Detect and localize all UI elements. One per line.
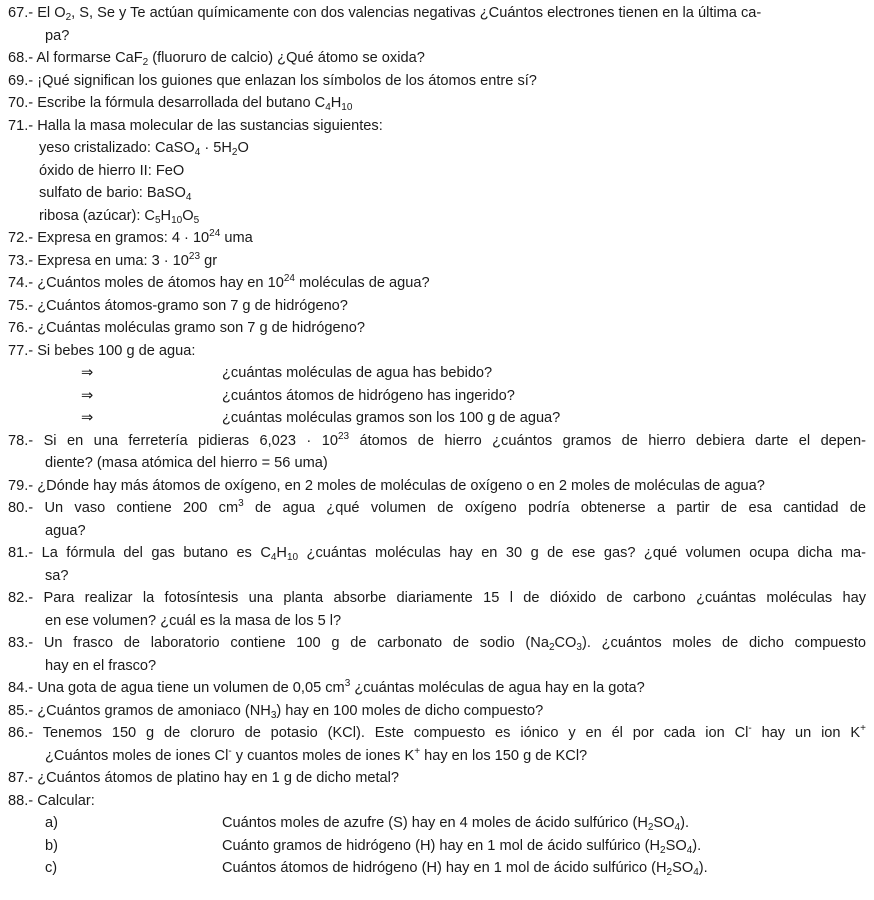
question-81 (8, 542, 866, 587)
subscript: 4 (194, 147, 201, 158)
question-body: Si bebes 100 g de agua: (37, 342, 196, 359)
question-text (8, 430, 866, 453)
question-text (8, 722, 866, 745)
question-continuation (8, 520, 866, 543)
question-number: 86.- (8, 725, 43, 741)
question-87 (8, 767, 866, 790)
question-body: El $O_2$, S, Se y Te actúan químicamente con dos valencias negativas ¿Cuántos electrones tienen en la última ca- (37, 5, 762, 23)
question-body: Un vaso contiene 200 $cm^3$ de agua ¿qué volumen de oxígeno podría obtenerse a partir de esa cantidad de (44, 498, 866, 516)
question-number: 74.- (8, 275, 38, 291)
arrow-item-text: ¿cuántas moléculas gramos son los 100 g de agua? (222, 410, 561, 426)
subscript: 4 (185, 192, 192, 203)
question-number: 69.- (8, 72, 38, 89)
subscript: 2 (660, 844, 666, 856)
question-body: Escribe la fórmula desarrollada del butano $C_4H_{10}$ (37, 95, 353, 113)
question-text (8, 115, 866, 138)
sub-question-text: Cuánto gramos de hidrógeno (H) hay en 1 mol de ácido sulfúrico $(H_2SO_4)$. (222, 837, 702, 856)
question-text (8, 497, 866, 520)
question-text (8, 250, 866, 273)
question-number: 73.- (8, 252, 38, 269)
superscript: 24 (209, 228, 221, 239)
question-body: Expresa en gramos: $4 \cdot 10^{24}$ uma (37, 228, 253, 246)
question-text (8, 340, 866, 363)
question-text (8, 47, 866, 70)
subscript: 10 (286, 552, 299, 563)
question-76 (8, 317, 866, 340)
question-body: Al formarse CaF$_2$ (fluoruro de calcio) ¿Qué átomo se oxida? (36, 50, 425, 68)
subscript: 4 (686, 844, 693, 856)
question-79 (8, 475, 866, 498)
question-continuation (8, 25, 866, 48)
superscript: 24 (283, 273, 295, 284)
question-number: 68.- (8, 50, 37, 66)
question-text (8, 2, 866, 25)
question-body: diente? (masa atómica del hierro = 56 uma) (45, 455, 328, 471)
question-85 (8, 700, 866, 723)
question-text (8, 587, 866, 610)
superscript: 23 (337, 430, 350, 442)
substance-item: yeso cristalizado: CaSO$_4$ · $5H_2O$ (39, 140, 249, 158)
question-body: Halla la masa molecular de las sustancias siguientes: (37, 117, 383, 134)
question-number: 72.- (8, 230, 38, 246)
question-number: 71.- (8, 117, 38, 134)
question-body: agua? (45, 522, 86, 539)
question-body: Si en una ferretería pidieras $6,023 \cdot 10^{23}$ átomos de hierro ¿cuántos gramos de hierro debiera darte el depen- (43, 430, 867, 449)
subscript: 2 (231, 147, 238, 158)
question-continuation (8, 655, 866, 678)
question-number: 76.- (8, 320, 38, 336)
sub-question-label: a) (45, 815, 58, 831)
question-number: 87.- (8, 770, 38, 786)
question-80 (8, 497, 866, 542)
subscript: 2 (65, 12, 72, 23)
question-number: 82.- (8, 590, 44, 606)
question-number: 81.- (8, 545, 42, 561)
question-text (8, 790, 866, 813)
question-body: Tenemos 150 g de cloruro de potasio (KCl). Este compuesto es iónico y en él por cada ion Cl- hay un ion K+ (42, 723, 866, 741)
question-continuation (8, 452, 866, 475)
question-body: ¿Cuántos moles de átomos hay en $10^{24}$ moléculas de agua? (37, 273, 430, 291)
question-body: ¿Cuántas moléculas gramo son 7 g de hidrógeno? (37, 320, 365, 336)
arrow-item-text: ¿cuántos átomos de hidrógeno has ingerido? (222, 387, 515, 404)
question-text (8, 70, 866, 93)
question-number: 79.- (8, 477, 38, 494)
subscript: 10 (171, 214, 183, 226)
arrow-right-icon: ⇒ (81, 387, 94, 404)
question-74 (8, 272, 866, 295)
subscript: 5 (154, 214, 161, 226)
question-72 (8, 227, 866, 250)
subscript: 4 (270, 552, 277, 563)
question-text (8, 317, 866, 340)
subscript: 10 (341, 102, 353, 113)
question-body: ¿Cuántos moles de iones Cl- y cuantos moles de iones K+ hay en los 150 g de KCl? (45, 745, 588, 764)
superscript: 23 (188, 250, 201, 262)
question-body: Una gota de agua tiene un volumen de 0,05 $cm^3$ ¿cuántas moléculas de agua hay en la gota? (37, 678, 645, 696)
subscript: 2 (666, 867, 673, 878)
superscript: 3 (238, 498, 244, 509)
question-84 (8, 677, 866, 700)
question-69 (8, 70, 866, 93)
arrow-right-icon: ⇒ (81, 365, 94, 381)
sub-question-text: Cuántos moles de azufre (S) hay en 4 moles de ácido sulfúrico $(H_2SO_4)$. (222, 815, 689, 833)
question-body: Calcular: (37, 792, 95, 809)
question-body: ¡Qué significan los guiones que enlazan los símbolos de los átomos entre sí? (37, 72, 537, 89)
question-75 (8, 295, 866, 318)
question-body: ¿Cuántos gramos de amoniaco $(NH_3)$ hay en 100 moles de dicho compuesto? (37, 702, 544, 721)
subscript: 4 (693, 867, 699, 878)
question-text (8, 295, 866, 318)
question-number: 80.- (8, 500, 45, 516)
arrow-right-icon: ⇒ (81, 410, 94, 426)
question-text (8, 92, 866, 115)
question-text (8, 700, 866, 723)
sub-question-label: b) (45, 837, 58, 854)
arrow-item (8, 407, 866, 430)
question-text (8, 767, 866, 790)
subscript: 2 (548, 642, 555, 653)
subscript: 2 (142, 57, 149, 68)
question-number: 85.- (8, 702, 38, 719)
question-body: Un frasco de laboratorio contiene 100 g de carbonato de sodio $(Na_2CO_3)$. ¿cuántos moles de dicho compuesto (43, 635, 867, 653)
question-number: 78.- (8, 432, 44, 449)
subscript: 3 (576, 642, 582, 653)
question-71 (8, 115, 866, 228)
arrow-item (8, 385, 866, 408)
sub-question (8, 812, 866, 835)
question-body: ¿Cuántos átomos de platino hay en 1 g de dicho metal? (37, 770, 400, 786)
question-82 (8, 587, 866, 632)
arrow-item (8, 362, 866, 385)
question-number: 84.- (8, 680, 38, 696)
subscript: 5 (193, 214, 200, 226)
sub-question-text: Cuántos átomos de hidrógeno (H) hay en 1 mol de ácido sulfúrico $(H_2SO_4)$. (222, 860, 708, 878)
question-78 (8, 430, 866, 475)
superscript: 3 (344, 678, 351, 689)
question-67 (8, 2, 866, 47)
question-88 (8, 790, 866, 880)
sub-question (8, 857, 866, 880)
question-text (8, 475, 866, 498)
question-body: Para realizar la fotosíntesis una planta absorbe diariamente 15 l de dióxido de carbono ¿cuántas moléculas hay (43, 590, 866, 606)
question-number: 67.- (8, 5, 38, 21)
subscript: 4 (674, 822, 681, 833)
superscript: + (860, 723, 866, 734)
arrow-item-text: ¿cuántas moléculas de agua has bebido? (222, 365, 493, 381)
question-83 (8, 632, 866, 677)
subscript: 2 (647, 822, 654, 833)
question-text (8, 542, 866, 565)
question-73 (8, 250, 866, 273)
question-body: en ese volumen? ¿cuál es la masa de los 5 l? (45, 612, 342, 629)
question-number: 70.- (8, 95, 38, 111)
substance-item: sulfato de bario: BaSO$_4$ (39, 185, 192, 203)
superscript: - (748, 723, 752, 734)
question-body: sa? (45, 567, 69, 584)
question-77 (8, 340, 866, 430)
question-text (8, 677, 866, 700)
question-continuation (8, 745, 866, 768)
question-body: pa? (45, 27, 70, 44)
question-continuation (8, 610, 866, 633)
sub-question-label: c) (45, 860, 58, 876)
question-body: ¿Dónde hay más átomos de oxígeno, en 2 moles de moléculas de oxígeno o en 2 moles de moléculas de agua? (37, 477, 765, 494)
substance-item: óxido de hierro II: FeO (39, 162, 185, 179)
subscript: 3 (270, 709, 277, 721)
question-text (8, 632, 866, 655)
question-continuation (8, 565, 866, 588)
question-number: 75.- (8, 297, 38, 314)
question-68 (8, 47, 866, 70)
superscript: - (228, 745, 232, 757)
question-body: La fórmula del gas butano es $C_4H_{10}$ ¿cuántas moléculas hay en 30 g de ese gas? ¿qué volumen ocupa dicha ma- (41, 545, 866, 563)
question-body: hay en el frasco? (45, 657, 157, 674)
question-86 (8, 722, 866, 767)
question-70 (8, 92, 866, 115)
question-text (8, 272, 866, 295)
superscript: + (414, 745, 421, 757)
question-number: 83.- (8, 635, 44, 651)
question-body: Expresa en uma: $3 \cdot 10^{23}$ gr (37, 250, 218, 269)
subscript: 4 (325, 102, 331, 113)
sub-question (8, 835, 866, 858)
substance-item: ribosa (azúcar): $C_5H_{10}O_5$ (39, 207, 200, 226)
question-text (8, 227, 866, 250)
question-body: ¿Cuántos átomos-gramo son 7 g de hidrógeno? (37, 297, 348, 314)
question-number: 88.- (8, 792, 38, 809)
question-number: 77.- (8, 342, 38, 359)
